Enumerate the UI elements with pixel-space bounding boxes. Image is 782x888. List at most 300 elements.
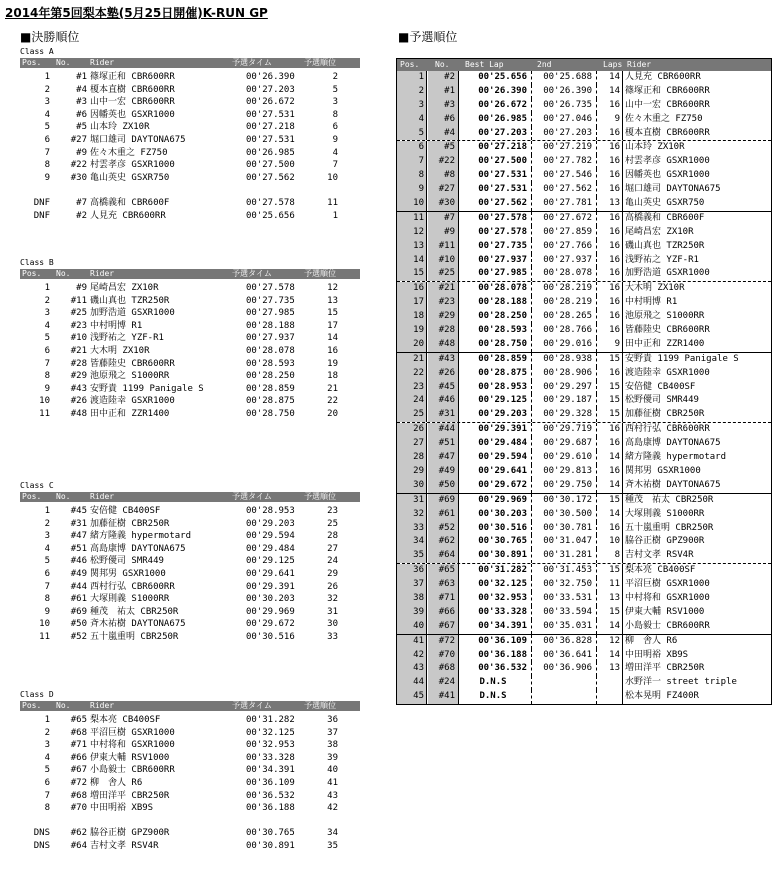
- position: 31: [397, 494, 427, 508]
- best-lap: 00'30.765: [459, 535, 532, 549]
- position: 10: [397, 197, 427, 211]
- laps: 16: [597, 127, 623, 141]
- laps: 16: [597, 465, 623, 479]
- quali-row: [397, 508, 771, 522]
- position: 2: [397, 85, 427, 99]
- result-row: [20, 618, 360, 631]
- number: #6: [76, 109, 87, 120]
- quali-rank: 35: [327, 841, 338, 851]
- second-lap: 00'27.937: [533, 254, 597, 268]
- rider: 松野優司 SMR449: [90, 556, 164, 567]
- quali-row: [397, 394, 771, 408]
- number: #52: [428, 522, 459, 536]
- number: #11: [70, 295, 87, 306]
- number: #69: [428, 494, 459, 508]
- position: 7: [44, 358, 50, 369]
- second-lap: 00'27.203: [533, 127, 597, 141]
- position: 4: [44, 109, 50, 120]
- position: 23: [397, 381, 427, 395]
- number: #61: [428, 508, 459, 522]
- second-lap: 00'27.219: [533, 141, 597, 155]
- best-lap: 00'30.516: [459, 522, 532, 536]
- quali-row: [397, 338, 771, 352]
- position: 4: [44, 752, 50, 763]
- position: 3: [44, 740, 50, 751]
- position: 5: [44, 556, 50, 567]
- best-lap: 00'28.593: [459, 324, 532, 338]
- quali-row: [397, 592, 771, 606]
- rider: 池原飛之 S1000RR: [625, 311, 705, 322]
- laps: 16: [597, 99, 623, 113]
- number: #41: [428, 690, 459, 704]
- number: #64: [70, 841, 87, 851]
- quali-row: [397, 281, 771, 296]
- laps: 16: [597, 324, 623, 338]
- result-row: [20, 739, 360, 752]
- quali-row: [397, 437, 771, 451]
- laps: 16: [597, 155, 623, 169]
- rider: 渡造陸幸 GSXR1000: [625, 367, 710, 378]
- second-lap: 00'27.782: [533, 155, 597, 169]
- best-lap: 00'29.672: [459, 479, 532, 493]
- laps: 14: [597, 479, 623, 493]
- position: 5: [397, 127, 427, 141]
- class-label: Class B: [20, 258, 54, 267]
- number: #62: [70, 828, 87, 839]
- number: #65: [70, 715, 87, 725]
- quali-time: 00'29.641: [246, 569, 295, 579]
- number: #50: [428, 479, 459, 493]
- number: #72: [70, 778, 87, 788]
- number: #25: [428, 267, 459, 281]
- result-row: [20, 727, 360, 740]
- position: 1: [44, 283, 50, 293]
- best-lap: 00'32.125: [459, 578, 532, 592]
- rider: 中村明博 R1: [625, 297, 678, 308]
- laps: 16: [597, 267, 623, 281]
- quali-rank: 10: [327, 172, 338, 183]
- number: #26: [70, 396, 87, 407]
- header-cell: Pos.: [22, 269, 42, 278]
- number: #9: [76, 147, 87, 158]
- laps: 13: [597, 197, 623, 211]
- position: 38: [397, 592, 427, 606]
- position: 7: [44, 147, 50, 158]
- position: 1: [44, 506, 50, 516]
- quali-row: [397, 493, 771, 508]
- result-row: [20, 210, 360, 223]
- position: 11: [39, 409, 50, 419]
- rider: 中村将和 GSXR1000: [90, 740, 175, 751]
- rider: 大塚則義 S1000RR: [90, 594, 170, 605]
- quali-rank: 18: [327, 371, 338, 382]
- result-row: [20, 840, 360, 853]
- rider: 小島毅士 CBR600RR: [625, 620, 710, 631]
- second-lap: 00'26.390: [533, 85, 597, 99]
- number: #72: [428, 635, 459, 649]
- second-lap: 00'29.016: [533, 338, 597, 352]
- position: DNS: [33, 841, 50, 851]
- quali-rank: 30: [327, 619, 338, 630]
- rider: 脇谷正樹 GPZ900R: [90, 828, 170, 839]
- position: 1: [397, 71, 427, 85]
- quali-row: [397, 465, 771, 479]
- quali-row: [397, 254, 771, 268]
- quali-row: [397, 606, 771, 620]
- class-label: Class C: [20, 481, 54, 490]
- best-lap: 00'26.985: [459, 113, 532, 127]
- quali-time: 00'26.985: [246, 147, 295, 158]
- rider: 中田明裕 XB9S: [625, 649, 689, 660]
- second-lap: 00'36.906: [533, 662, 597, 676]
- final-header: [20, 269, 360, 279]
- rider: 安野貴 1199 Panigale S: [625, 353, 739, 364]
- number: #51: [428, 437, 459, 451]
- number: #3: [76, 97, 87, 108]
- quali-rank: 21: [327, 383, 338, 394]
- rider: 水野洋一 street triple: [625, 677, 737, 688]
- position: DNF: [33, 198, 50, 208]
- header-pos: Pos.: [400, 60, 420, 69]
- quali-time: 00'34.391: [246, 765, 295, 776]
- quali-rank: 29: [327, 569, 338, 579]
- quali-time: 00'28.750: [246, 409, 295, 419]
- rider: 緒方隆義 hypermotard: [625, 452, 727, 463]
- second-lap: 00'29.750: [533, 479, 597, 493]
- quali-rank: 17: [327, 320, 338, 331]
- second-lap: 00'27.766: [533, 240, 597, 254]
- position: 9: [44, 606, 50, 617]
- second-lap: 00'28.906: [533, 367, 597, 381]
- number: #44: [70, 581, 87, 592]
- number: #31: [428, 408, 459, 422]
- best-lap: 00'33.328: [459, 606, 532, 620]
- best-lap: 00'30.203: [459, 508, 532, 522]
- position: 26: [397, 423, 427, 437]
- result-row: [20, 345, 360, 358]
- laps: [597, 676, 623, 690]
- header-cell: 予選タイム: [232, 492, 272, 501]
- position: 16: [397, 282, 427, 296]
- second-lap: 00'29.610: [533, 451, 597, 465]
- laps: 16: [597, 310, 623, 324]
- second-lap: 00'30.500: [533, 508, 597, 522]
- rider: 山中一宏 CBR600RR: [90, 97, 175, 108]
- quali-rank: 22: [327, 396, 338, 407]
- rider: 大塚則義 S1000RR: [625, 508, 705, 519]
- quali-time: 00'28.250: [246, 371, 295, 382]
- best-lap: 00'29.594: [459, 451, 532, 465]
- position: 15: [397, 267, 427, 281]
- quali-row: [397, 451, 771, 465]
- header-rider: Rider: [627, 60, 652, 69]
- rider: 皆藤陸史 CBR600RR: [90, 358, 175, 369]
- header-cell: 予選タイム: [232, 701, 272, 710]
- best-lap: 00'28.859: [459, 353, 532, 367]
- number: #21: [70, 346, 87, 356]
- second-lap: 00'28.219: [533, 282, 597, 296]
- result-row: [20, 282, 360, 295]
- number: #22: [70, 160, 87, 171]
- result-row: [20, 307, 360, 320]
- rider: 榎本直樹 CBR600RR: [90, 84, 175, 95]
- result-row: [20, 606, 360, 619]
- rider: 柳 舎人 R6: [90, 778, 143, 788]
- quali-time: 00'27.578: [246, 198, 295, 208]
- quali-rank: 2: [332, 72, 338, 82]
- rider: 安倍健 CB400SF: [90, 506, 161, 516]
- quali-time: 00'28.593: [246, 358, 295, 369]
- laps: 10: [597, 535, 623, 549]
- rider: 緒方隆義 hypermotard: [90, 531, 192, 542]
- final-header: [20, 701, 360, 711]
- result-row: [20, 790, 360, 803]
- header-cell: 予選タイム: [232, 58, 272, 67]
- position: 10: [39, 619, 50, 630]
- second-lap: 00'28.938: [533, 353, 597, 367]
- qualifying-results-title: ■予選順位: [398, 30, 458, 44]
- number: #49: [428, 465, 459, 479]
- quali-time: 00'29.672: [246, 619, 295, 630]
- position: 8: [44, 594, 50, 605]
- rider: 高島康博 DAYTONA675: [625, 438, 721, 449]
- number: #66: [70, 752, 87, 763]
- laps: 14: [597, 71, 623, 85]
- result-row: [20, 802, 360, 815]
- second-lap: 00'31.047: [533, 535, 597, 549]
- best-lap: 00'28.750: [459, 338, 532, 352]
- position: 6: [44, 135, 50, 145]
- second-lap: 00'33.594: [533, 606, 597, 620]
- position: 13: [397, 240, 427, 254]
- quali-time: 00'33.328: [246, 752, 295, 763]
- laps: 8: [597, 549, 623, 563]
- rider: 五十嵐重明 CBR250R: [625, 522, 714, 533]
- best-lap: 00'27.203: [459, 127, 532, 141]
- position: 10: [39, 396, 50, 407]
- best-lap: 00'36.188: [459, 649, 532, 663]
- rider: 西村行弘 CBR600RR: [90, 581, 175, 592]
- result-row: [20, 358, 360, 371]
- best-lap: 00'29.391: [459, 423, 532, 437]
- quali-row: [397, 690, 771, 704]
- best-lap: 00'27.562: [459, 197, 532, 211]
- quali-row: [397, 578, 771, 592]
- number: #44: [428, 423, 459, 437]
- laps: [597, 690, 623, 704]
- quali-row: [397, 634, 771, 649]
- quali-row: [397, 662, 771, 676]
- quali-row: [397, 140, 771, 155]
- header-cell: Pos.: [22, 492, 42, 501]
- quali-rank: 37: [327, 727, 338, 738]
- best-lap: 00'31.282: [459, 564, 532, 578]
- number: #52: [70, 632, 87, 642]
- number: #5: [428, 141, 459, 155]
- laps: 16: [597, 423, 623, 437]
- quali-row: [397, 71, 771, 85]
- laps: 15: [597, 408, 623, 422]
- second-lap: 00'30.172: [533, 494, 597, 508]
- quali-row: [397, 310, 771, 324]
- number: #30: [428, 197, 459, 211]
- rider: 村雲孝彦 GSXR1000: [625, 156, 710, 167]
- number: #4: [428, 127, 459, 141]
- rider: 尾崎昌宏 ZX10R: [625, 226, 694, 237]
- number: #3: [428, 99, 459, 113]
- second-lap: 00'28.219: [533, 296, 597, 310]
- quali-rank: 14: [327, 333, 338, 344]
- laps: 16: [597, 437, 623, 451]
- header-cell: Rider: [90, 492, 115, 501]
- position: 19: [397, 324, 427, 338]
- best-lap: 00'28.953: [459, 381, 532, 395]
- quali-time: 00'29.484: [246, 543, 295, 554]
- quali-row: [397, 197, 771, 211]
- second-lap: 00'27.562: [533, 183, 597, 197]
- second-lap: 00'33.531: [533, 592, 597, 606]
- page-title: 2014年第5回梨本塾(5月25日開催)K-RUN GP: [5, 6, 268, 20]
- quali-rank: 40: [327, 765, 338, 776]
- quali-time: 00'27.578: [246, 283, 295, 293]
- number: #68: [428, 662, 459, 676]
- quali-time: 00'27.531: [246, 109, 295, 120]
- quali-row: [397, 183, 771, 197]
- number: #28: [428, 324, 459, 338]
- quali-row: [397, 649, 771, 663]
- result-row: [20, 84, 360, 97]
- number: #26: [428, 367, 459, 381]
- position: 4: [44, 320, 50, 331]
- number: #43: [428, 353, 459, 367]
- position: 11: [397, 212, 427, 226]
- header-cell: No.: [56, 492, 71, 501]
- quali-row: [397, 211, 771, 226]
- rider: 吉村文孝 RSV4R: [90, 841, 159, 851]
- number: #71: [428, 592, 459, 606]
- laps: 15: [597, 494, 623, 508]
- best-lap: 00'27.578: [459, 212, 532, 226]
- rider: 因幡英也 GSXR1000: [90, 109, 175, 120]
- laps: 16: [597, 169, 623, 183]
- position: 20: [397, 338, 427, 352]
- second-lap: 00'32.750: [533, 578, 597, 592]
- rider: 五十嵐重明 CBR250R: [90, 632, 179, 642]
- rider: 増田洋平 CBR250R: [90, 790, 170, 801]
- number: #6: [428, 113, 459, 127]
- result-row: [20, 815, 360, 828]
- result-row: [20, 752, 360, 765]
- header-best-lap: Best Lap: [465, 60, 504, 69]
- second-lap: 00'31.453: [533, 564, 597, 578]
- number: #30: [70, 172, 87, 183]
- laps: 16: [597, 282, 623, 296]
- rider: 梨本亮 CB400SF: [90, 715, 161, 725]
- laps: 12: [597, 635, 623, 649]
- header-cell: Pos.: [22, 58, 42, 67]
- best-lap: 00'34.391: [459, 620, 532, 634]
- number: #62: [428, 535, 459, 549]
- rider: 中村将和 GSXR1000: [625, 592, 710, 603]
- header-second: 2nd: [537, 60, 552, 69]
- number: #47: [70, 531, 87, 542]
- quali-time: 00'31.282: [246, 715, 295, 725]
- rider: 磯山真也 TZR250R: [625, 240, 705, 251]
- position: 3: [44, 97, 50, 108]
- best-lap: 00'32.953: [459, 592, 532, 606]
- number: #8: [428, 169, 459, 183]
- header-cell: 予選順位: [304, 701, 336, 710]
- result-row: [20, 714, 360, 727]
- quali-time: 00'26.672: [246, 97, 295, 108]
- rider: 人見充 CBR600RR: [625, 72, 701, 82]
- result-row: [20, 109, 360, 122]
- number: #9: [428, 226, 459, 240]
- result-row: [20, 555, 360, 568]
- position: 5: [44, 122, 50, 133]
- quali-time: 00'29.391: [246, 581, 295, 592]
- rider: 浅野祐之 YZF-R1: [90, 333, 164, 344]
- second-lap: 00'27.046: [533, 113, 597, 127]
- quali-row: [397, 127, 771, 141]
- quali-time: 00'27.937: [246, 333, 295, 344]
- number: #47: [428, 451, 459, 465]
- position: 8: [44, 803, 50, 814]
- position: 45: [397, 690, 427, 704]
- number: #23: [70, 320, 87, 331]
- quali-time: 00'29.203: [246, 518, 295, 529]
- rider: 渡造陸幸 GSXR1000: [90, 396, 175, 407]
- position: 5: [44, 765, 50, 776]
- result-row: [20, 134, 360, 147]
- number: #7: [428, 212, 459, 226]
- result-row: [20, 631, 360, 644]
- result-row: [20, 295, 360, 308]
- rider: 小島毅士 CBR600RR: [90, 765, 175, 776]
- position: 5: [44, 333, 50, 344]
- best-lap: 00'27.578: [459, 226, 532, 240]
- position: 8: [44, 160, 50, 171]
- rider: 中村明博 R1: [90, 320, 143, 331]
- position: 42: [397, 649, 427, 663]
- quali-row: [397, 563, 771, 578]
- laps: 16: [597, 240, 623, 254]
- position: 44: [397, 676, 427, 690]
- laps: 14: [597, 451, 623, 465]
- quali-row: [397, 324, 771, 338]
- laps: 15: [597, 394, 623, 408]
- header-cell: 予選順位: [304, 492, 336, 501]
- rider: 村雲孝彦 GSXR1000: [90, 160, 175, 171]
- number: #22: [428, 155, 459, 169]
- number: #10: [70, 333, 87, 344]
- result-row: [20, 827, 360, 840]
- rider: 因幡英也 GSXR1000: [625, 170, 710, 181]
- rider: 田中正和 ZZR1400: [625, 338, 705, 349]
- quali-rank: 31: [327, 606, 338, 617]
- number: #70: [70, 803, 87, 814]
- quali-time: 00'27.985: [246, 308, 295, 319]
- position: 36: [397, 564, 427, 578]
- rider: 皆藤陸史 CBR600RR: [625, 325, 710, 336]
- rider: 加野浩道 GSXR1000: [625, 268, 710, 279]
- header-cell: No.: [56, 701, 71, 710]
- result-row: [20, 530, 360, 543]
- rider: 池原飛之 S1000RR: [90, 371, 170, 382]
- position: 2: [44, 727, 50, 738]
- quali-time: 00'36.532: [246, 790, 295, 801]
- quali-row: [397, 240, 771, 254]
